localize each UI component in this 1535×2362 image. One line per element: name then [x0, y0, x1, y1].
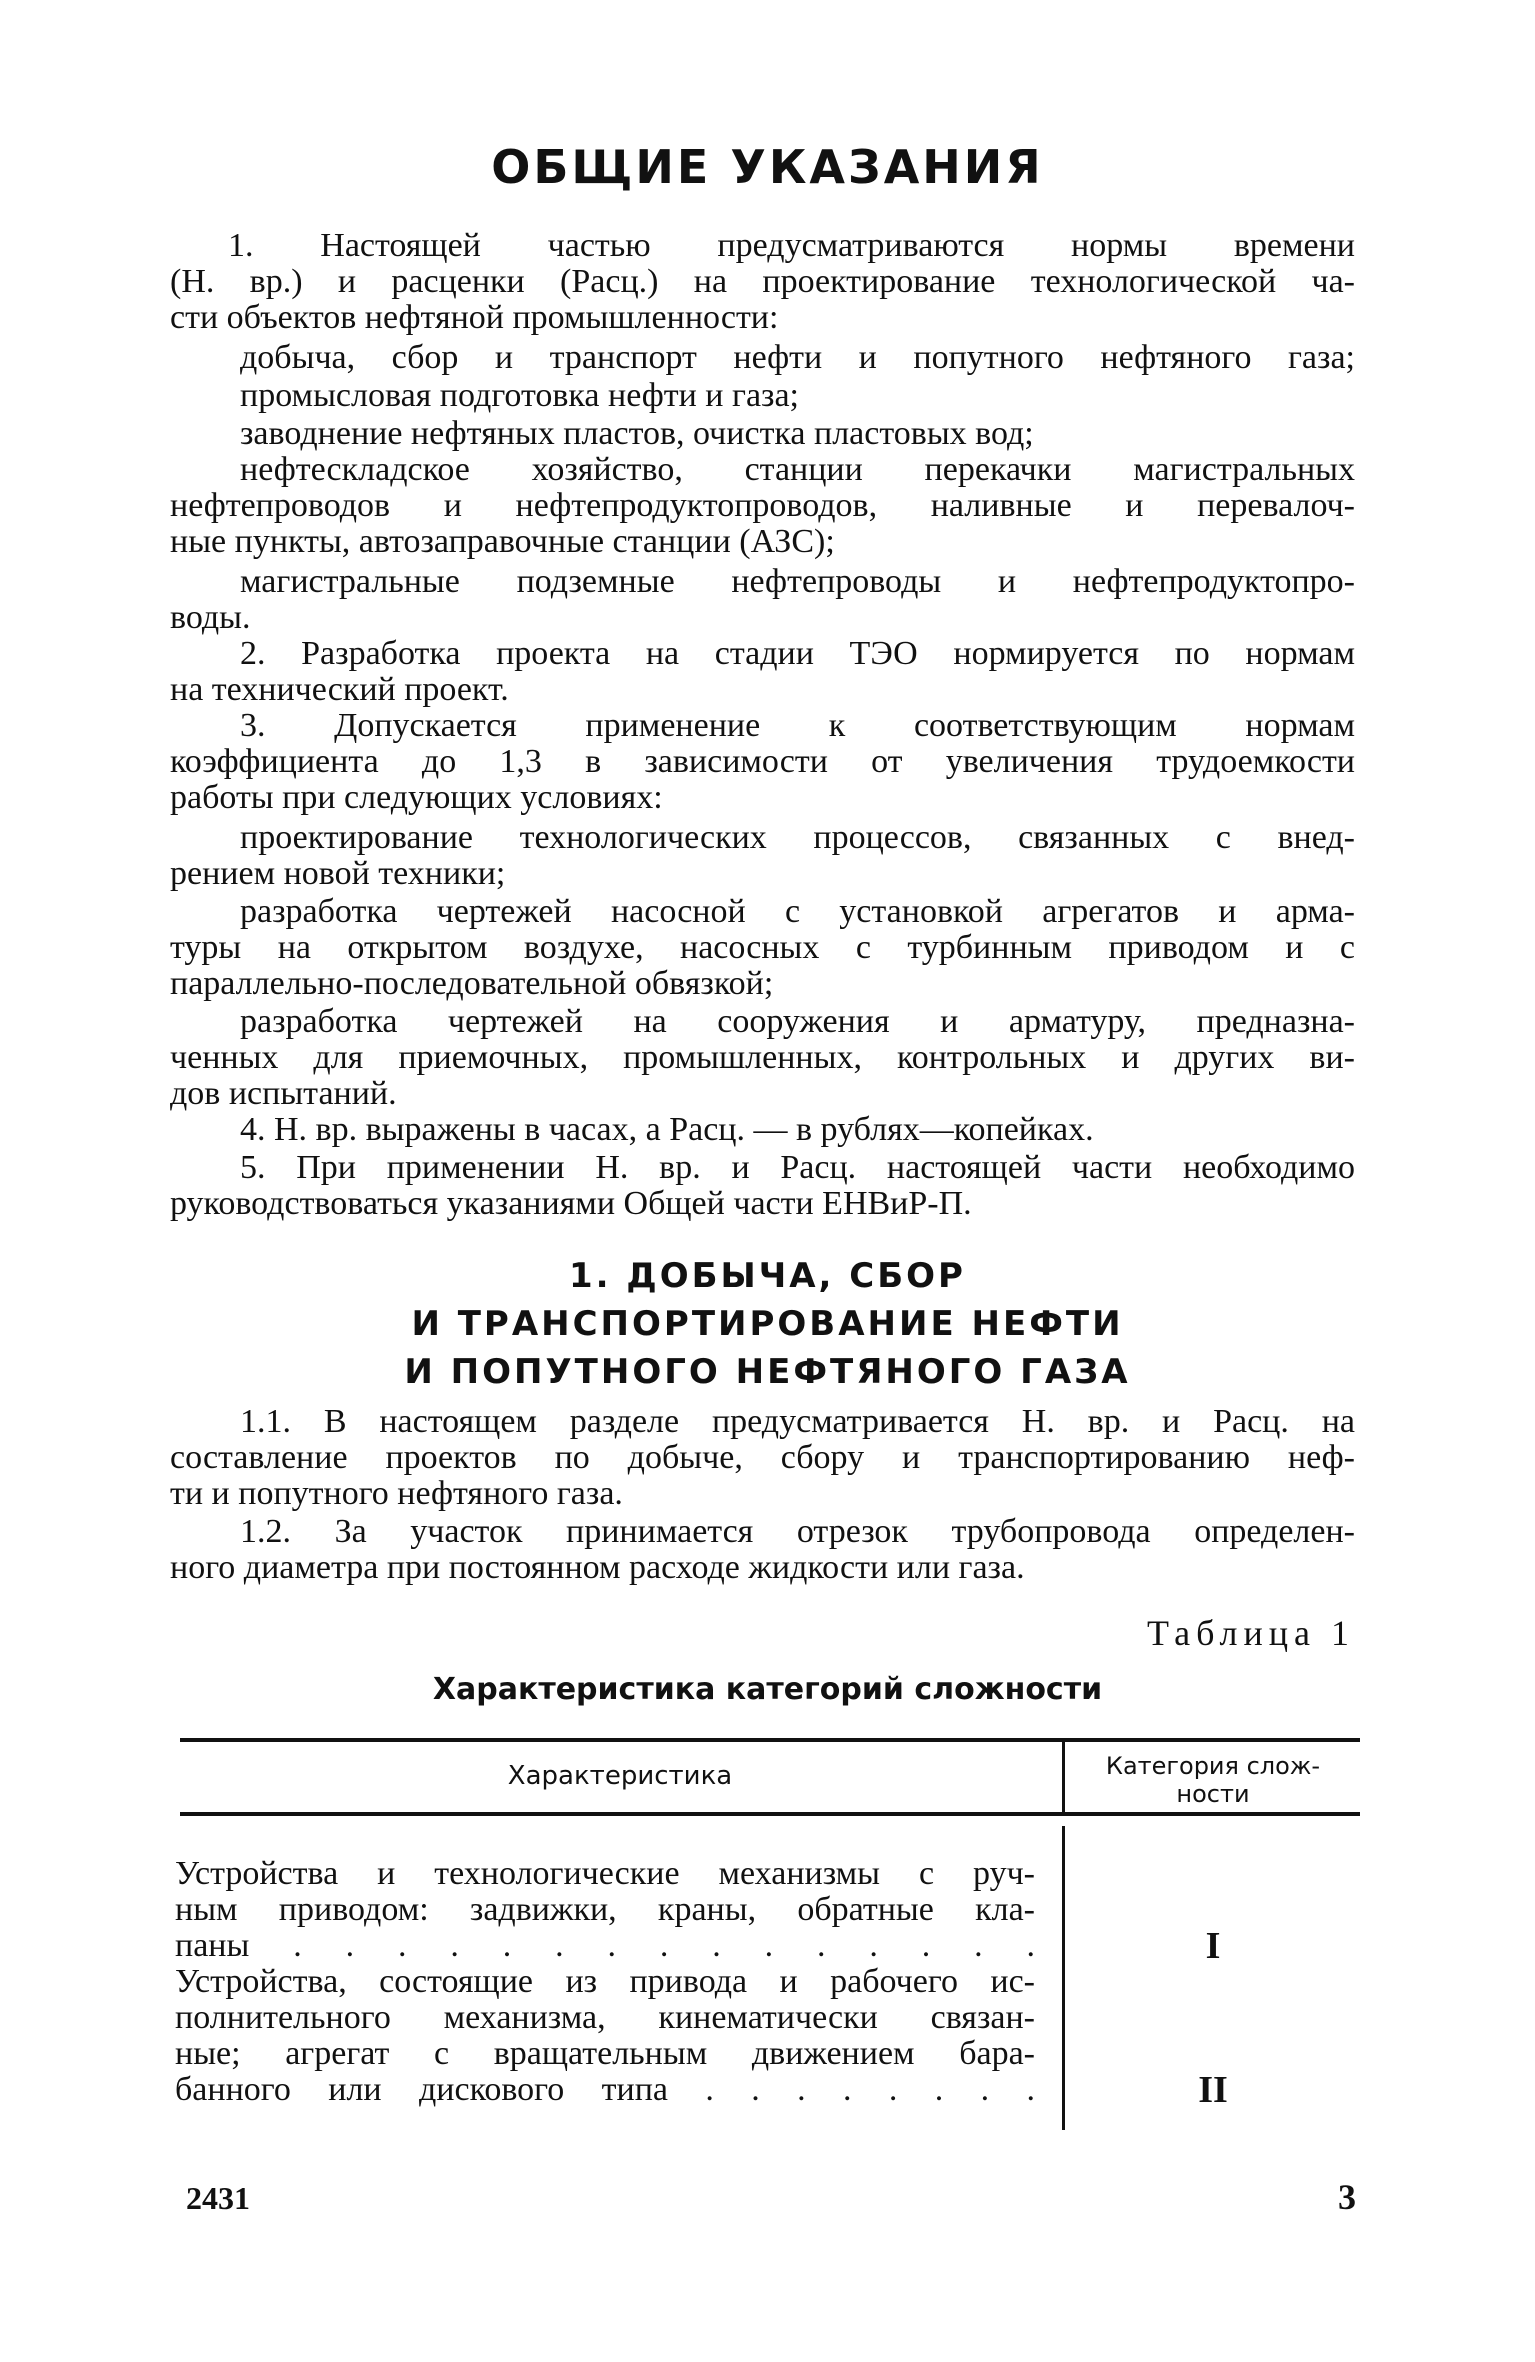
- list-item: проектирование технологических процессов, связанных с внед-: [240, 819, 1355, 856]
- table-cell-line: ным приводом: задвижки, краны, обратные кла-: [175, 1891, 1035, 1928]
- table-cell-line: полнительного механизма, кинематически связан-: [175, 1999, 1035, 2036]
- table-title: Характеристика категорий сложности: [432, 1672, 1103, 1707]
- table-cell-line: паны . . . . . . . . . . . . . . .: [175, 1927, 1035, 1964]
- section-heading-line: И ТРАНСПОРТИРОВАНИЕ НЕФТИ: [411, 1304, 1124, 1344]
- table-header-divider: [1062, 1742, 1065, 1812]
- paragraph-line: сти объектов нефтяной промышленности:: [170, 299, 779, 336]
- category-value: II: [1198, 2069, 1228, 2111]
- section-heading-line: 1. ДОБЫЧА, СБОР: [569, 1256, 966, 1296]
- paragraph-line: ные пункты, автозаправочные станции (АЗС);: [170, 523, 835, 560]
- paragraph-line: 3. Допускается применение к соответствующим нормам: [240, 707, 1355, 744]
- table-cell-line: банного или дискового типа . . . . . . . .: [175, 2071, 1035, 2108]
- paragraph-line: параллельно-последовательной обвязкой;: [170, 965, 774, 1002]
- section-heading-line: И ПОПУТНОГО НЕФТЯНОГО ГАЗА: [404, 1352, 1131, 1392]
- table-cell-line: ные; агрегат с вращательным движением бара-: [175, 2035, 1035, 2072]
- paragraph-line: 1.1. В настоящем разделе предусматривается Н. вр. и Расц. на: [240, 1403, 1355, 1440]
- footer-code: 2431: [186, 2180, 250, 2216]
- paragraph-line: дов испытаний.: [170, 1075, 397, 1112]
- table-header-category-line2: ности: [1176, 1780, 1250, 1808]
- list-item: добыча, сбор и транспорт нефти и попутного нефтяного газа;: [240, 339, 1355, 376]
- table-header-category-line1: Категория слож-: [1105, 1752, 1321, 1780]
- paragraph-line: 5. При применении Н. вр. и Расц. настоящей части необходимо: [240, 1149, 1355, 1186]
- table-cell-line: Устройства, состоящие из привода и рабочего ис-: [175, 1963, 1035, 2000]
- category-value: I: [1205, 1925, 1221, 1967]
- table-cell-line: Устройства и технологические механизмы с руч-: [175, 1855, 1035, 1892]
- table-label: Таблица 1: [1147, 1613, 1355, 1653]
- paragraph-line: ченных для приемочных, промышленных, контрольных и других ви-: [170, 1039, 1355, 1076]
- table-header-rule: [180, 1812, 1360, 1816]
- paragraph-line: 1.2. За участок принимается отрезок трубопровода определен-: [240, 1513, 1355, 1550]
- paragraph-line: руководствоваться указаниями Общей части ЕНВиР-П.: [170, 1185, 972, 1222]
- paragraph-line: 2. Разработка проекта на стадии ТЭО нормируется по нормам: [240, 635, 1355, 672]
- paragraph-line: воды.: [170, 599, 251, 636]
- page-number: 3: [1338, 2177, 1356, 2217]
- list-item: нефтескладское хозяйство, станции перекачки магистральных: [240, 451, 1355, 488]
- paragraph-line: ти и попутного нефтяного газа.: [170, 1475, 623, 1512]
- paragraph-line: ного диаметра при постоянном расходе жидкости или газа.: [170, 1549, 1025, 1586]
- paragraph-line: рением новой техники;: [170, 855, 506, 892]
- table-header-characteristic: Характеристика: [507, 1761, 733, 1791]
- list-item: разработка чертежей на сооружения и арматуру, предназна-: [240, 1003, 1355, 1040]
- paragraph-line: работы при следующих условиях:: [170, 779, 663, 816]
- paragraph-line: коэффициента до 1,3 в зависимости от увеличения трудоемкости: [170, 743, 1355, 780]
- paragraph-line: (Н. вр.) и расценки (Расц.) на проектирование технологической ча-: [170, 263, 1355, 300]
- list-item: магистральные подземные нефтепроводы и нефтепродуктопро-: [240, 563, 1355, 600]
- table-top-rule: [180, 1738, 1360, 1742]
- list-item: заводнение нефтяных пластов, очистка пластовых вод;: [240, 415, 1034, 452]
- paragraph-line: 4. Н. вр. выражены в часах, а Расц. — в рублях—копейках.: [240, 1111, 1094, 1148]
- paragraph-line: туры на открытом воздухе, насосных с турбинным приводом и с: [170, 929, 1355, 966]
- paragraph-line: на технический проект.: [170, 671, 509, 708]
- paragraph-line: нефтепроводов и нефтепродуктопроводов, наливные и перевалоч-: [170, 487, 1355, 524]
- page-heading: ОБЩИЕ УКАЗАНИЯ: [491, 140, 1044, 194]
- paragraph-line: 1. Настоящей частью предусматриваются нормы времени: [228, 227, 1355, 264]
- paragraph-line: составление проектов по добыче, сбору и транспортированию неф-: [170, 1439, 1355, 1476]
- list-item: промысловая подготовка нефти и газа;: [240, 377, 800, 414]
- list-item: разработка чертежей насосной с установкой агрегатов и арма-: [240, 893, 1355, 930]
